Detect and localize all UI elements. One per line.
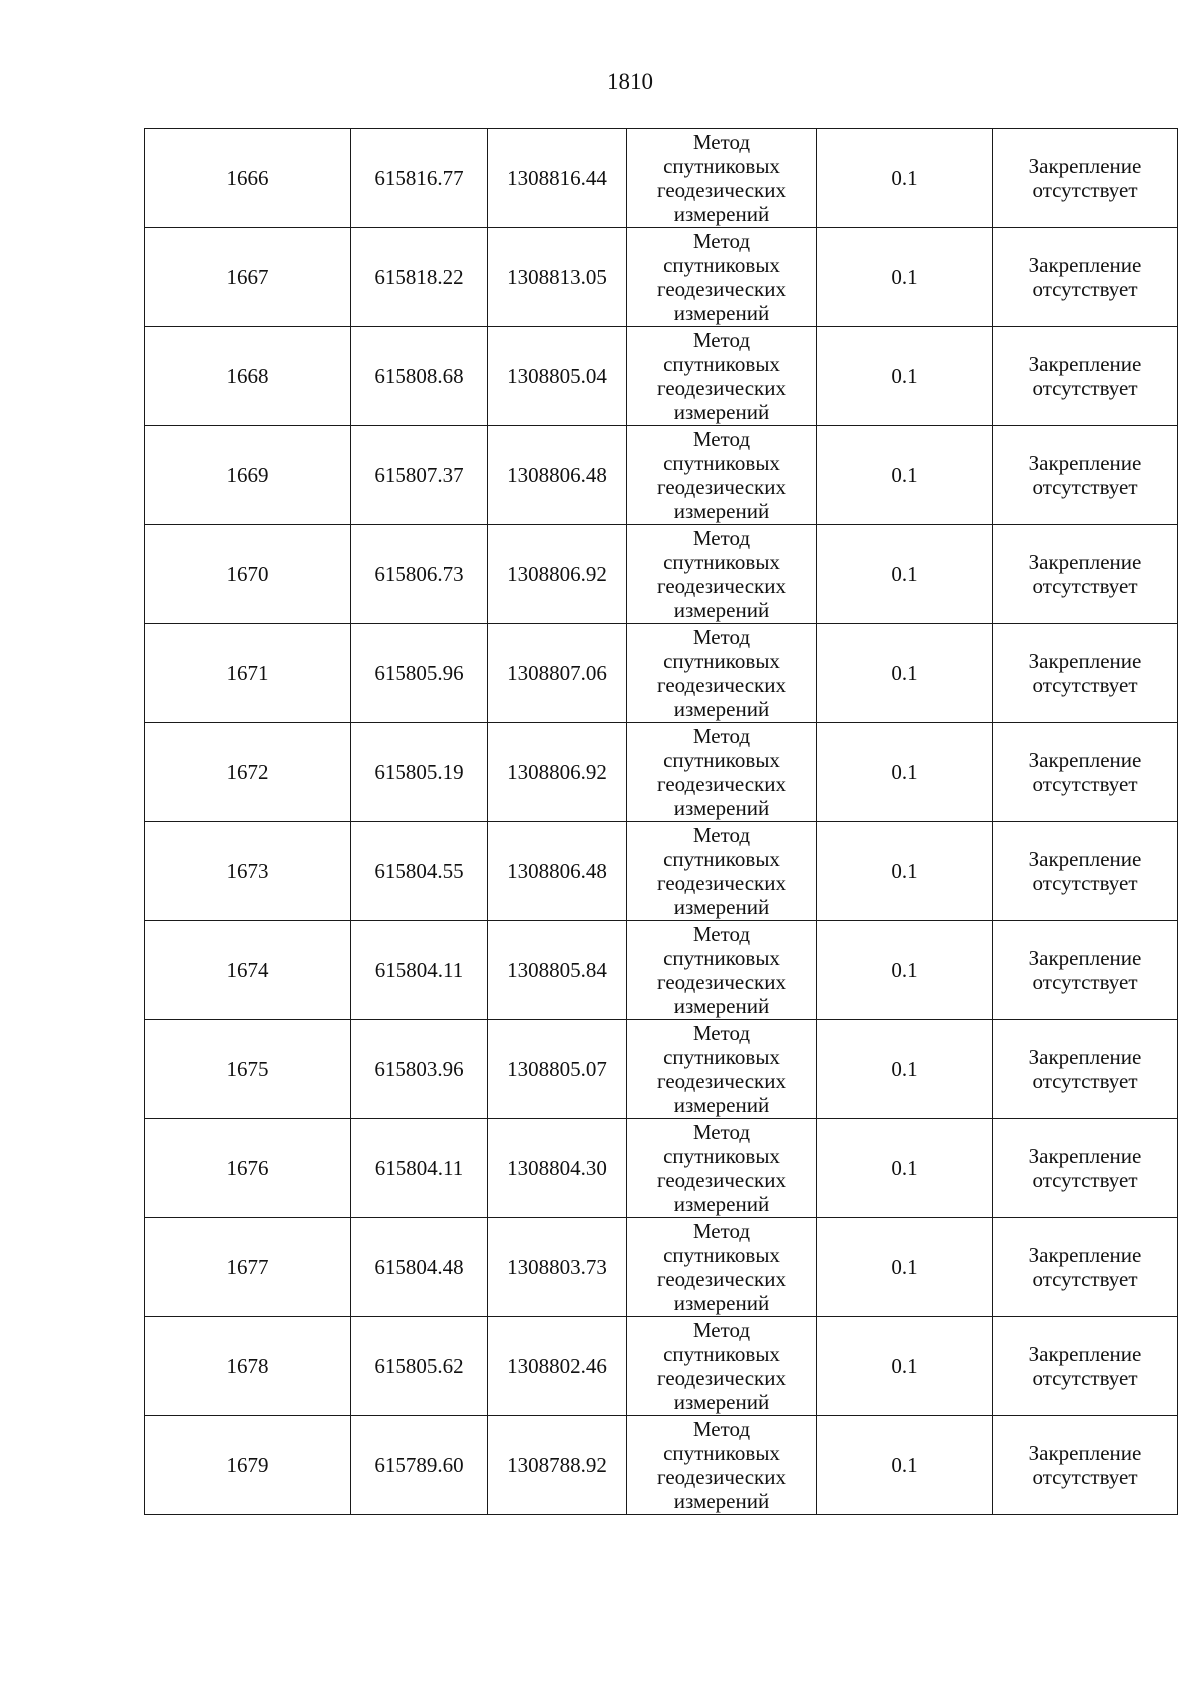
method-text-line: Метод — [692, 427, 751, 451]
fixing-text-line: отсутствует — [1032, 673, 1138, 697]
accuracy-cell: 0.1 — [817, 624, 993, 723]
method-text-line: спутниковых — [663, 154, 780, 178]
method-text-line: спутниковых — [663, 1342, 780, 1366]
method-text-line: геодезических — [656, 772, 786, 796]
table-row — [145, 822, 1178, 921]
fixing-cell — [993, 822, 1178, 921]
method-text-line: Метод — [692, 1318, 751, 1342]
y-coordinate-cell: 1308803.73 — [488, 1218, 627, 1317]
x-coordinate-cell: 615804.11 — [351, 921, 488, 1020]
method-text-line: измерений — [673, 1390, 770, 1414]
fixing-text-line: Закрепление — [1028, 748, 1142, 772]
y-coordinate-cell: 1308806.92 — [488, 525, 627, 624]
method-text-line: геодезических — [656, 871, 786, 895]
method-text-line: Метод — [692, 1219, 751, 1243]
x-coordinate-cell: 615805.62 — [351, 1317, 488, 1416]
accuracy-cell: 0.1 — [817, 1317, 993, 1416]
method-text-line: Метод — [692, 823, 751, 847]
method-text-line: геодезических — [656, 673, 786, 697]
method-text-line: геодезических — [656, 574, 786, 598]
fixing-text-line: Закрепление — [1028, 946, 1142, 970]
method-text-line: геодезических — [656, 376, 786, 400]
method-cell — [627, 1218, 817, 1317]
method-text-line: Метод — [692, 526, 751, 550]
y-coordinate-cell: 1308806.48 — [488, 822, 627, 921]
fixing-text-line: Закрепление — [1028, 649, 1142, 673]
fixing-text-line: Закрепление — [1028, 352, 1142, 376]
method-text-line: спутниковых — [663, 1243, 780, 1267]
y-coordinate-cell: 1308816.44 — [488, 129, 627, 228]
fixing-text-line: Закрепление — [1028, 154, 1142, 178]
table-row — [145, 426, 1178, 525]
fixing-cell — [993, 1119, 1178, 1218]
fixing-text-line: отсутствует — [1032, 376, 1138, 400]
fixing-cell — [993, 1218, 1178, 1317]
method-cell — [627, 228, 817, 327]
x-coordinate-cell: 615804.55 — [351, 822, 488, 921]
x-coordinate-cell: 615806.73 — [351, 525, 488, 624]
fixing-cell — [993, 1416, 1178, 1515]
fixing-text-line: Закрепление — [1028, 1045, 1142, 1069]
x-coordinate-cell: 615808.68 — [351, 327, 488, 426]
point-number-cell: 1676 — [145, 1119, 351, 1218]
table-row — [145, 228, 1178, 327]
fixing-text-line: отсутствует — [1032, 1465, 1138, 1489]
fixing-text-line: отсутствует — [1032, 475, 1138, 499]
x-coordinate-cell: 615807.37 — [351, 426, 488, 525]
point-number-cell: 1673 — [145, 822, 351, 921]
point-number-cell: 1671 — [145, 624, 351, 723]
method-text-line: измерений — [673, 301, 770, 325]
method-text-line: Метод — [692, 1120, 751, 1144]
method-text-line: измерений — [673, 796, 770, 820]
point-number-cell: 1670 — [145, 525, 351, 624]
method-text-line: спутниковых — [663, 1441, 780, 1465]
fixing-text-line: отсутствует — [1032, 178, 1138, 202]
method-text-line: геодезических — [656, 277, 786, 301]
fixing-text-line: отсутствует — [1032, 772, 1138, 796]
fixing-text-line: отсутствует — [1032, 970, 1138, 994]
table-row — [145, 1218, 1178, 1317]
accuracy-cell: 0.1 — [817, 1218, 993, 1317]
method-text-line: геодезических — [656, 1267, 786, 1291]
fixing-text-line: отсутствует — [1032, 277, 1138, 301]
accuracy-cell: 0.1 — [817, 129, 993, 228]
point-number-cell: 1666 — [145, 129, 351, 228]
table-row — [145, 1416, 1178, 1515]
accuracy-cell: 0.1 — [817, 921, 993, 1020]
fixing-text-line: Закрепление — [1028, 253, 1142, 277]
accuracy-cell: 0.1 — [817, 1416, 993, 1515]
method-text-line: измерений — [673, 1093, 770, 1117]
table-row — [145, 921, 1178, 1020]
fixing-text-line: Закрепление — [1028, 1441, 1142, 1465]
table-row — [145, 723, 1178, 822]
y-coordinate-cell: 1308804.30 — [488, 1119, 627, 1218]
method-text-line: спутниковых — [663, 1144, 780, 1168]
fixing-cell — [993, 624, 1178, 723]
method-text-line: Метод — [692, 922, 751, 946]
method-cell — [627, 1020, 817, 1119]
method-cell — [627, 327, 817, 426]
fixing-text-line: Закрепление — [1028, 1144, 1142, 1168]
table-row — [145, 327, 1178, 426]
table-row — [145, 525, 1178, 624]
y-coordinate-cell: 1308806.48 — [488, 426, 627, 525]
method-cell — [627, 822, 817, 921]
method-text-line: Метод — [692, 625, 751, 649]
fixing-text-line: отсутствует — [1032, 871, 1138, 895]
fixing-text-line: отсутствует — [1032, 1366, 1138, 1390]
method-text-line: геодезических — [656, 970, 786, 994]
accuracy-cell: 0.1 — [817, 525, 993, 624]
method-cell — [627, 921, 817, 1020]
accuracy-cell: 0.1 — [817, 327, 993, 426]
table-row — [145, 624, 1178, 723]
method-text-line: геодезических — [656, 1465, 786, 1489]
y-coordinate-cell: 1308813.05 — [488, 228, 627, 327]
fixing-text-line: отсутствует — [1032, 1267, 1138, 1291]
fixing-text-line: отсутствует — [1032, 574, 1138, 598]
fixing-text-line: Закрепление — [1028, 550, 1142, 574]
method-text-line: геодезических — [656, 1168, 786, 1192]
method-text-line: геодезических — [656, 178, 786, 202]
method-text-line: измерений — [673, 499, 770, 523]
point-number-cell: 1672 — [145, 723, 351, 822]
fixing-cell — [993, 426, 1178, 525]
point-number-cell: 1679 — [145, 1416, 351, 1515]
point-number-cell: 1667 — [145, 228, 351, 327]
method-text-line: измерений — [673, 400, 770, 424]
method-cell — [627, 525, 817, 624]
method-text-line: Метод — [692, 328, 751, 352]
x-coordinate-cell: 615789.60 — [351, 1416, 488, 1515]
fixing-cell — [993, 921, 1178, 1020]
fixing-cell — [993, 723, 1178, 822]
table-row — [145, 1119, 1178, 1218]
fixing-text-line: отсутствует — [1032, 1069, 1138, 1093]
method-cell — [627, 624, 817, 723]
fixing-cell — [993, 1317, 1178, 1416]
method-cell — [627, 1416, 817, 1515]
method-text-line: спутниковых — [663, 451, 780, 475]
fixing-text-line: Закрепление — [1028, 847, 1142, 871]
y-coordinate-cell: 1308802.46 — [488, 1317, 627, 1416]
method-text-line: геодезических — [656, 475, 786, 499]
accuracy-cell: 0.1 — [817, 1020, 993, 1119]
y-coordinate-cell: 1308807.06 — [488, 624, 627, 723]
method-cell — [627, 1119, 817, 1218]
fixing-text-line: Закрепление — [1028, 1342, 1142, 1366]
coordinates-table — [144, 128, 1178, 1515]
y-coordinate-cell: 1308805.84 — [488, 921, 627, 1020]
x-coordinate-cell: 615805.96 — [351, 624, 488, 723]
y-coordinate-cell: 1308806.92 — [488, 723, 627, 822]
method-text-line: измерений — [673, 1489, 770, 1513]
method-text-line: Метод — [692, 1021, 751, 1045]
coordinates-table-body — [145, 129, 1178, 1515]
x-coordinate-cell: 615804.11 — [351, 1119, 488, 1218]
y-coordinate-cell: 1308805.04 — [488, 327, 627, 426]
page-number: 1810 — [607, 69, 653, 94]
fixing-text-line: Закрепление — [1028, 451, 1142, 475]
method-text-line: Метод — [692, 229, 751, 253]
point-number-cell: 1669 — [145, 426, 351, 525]
accuracy-cell: 0.1 — [817, 426, 993, 525]
x-coordinate-cell: 615804.48 — [351, 1218, 488, 1317]
method-text-line: геодезических — [656, 1069, 786, 1093]
point-number-cell: 1668 — [145, 327, 351, 426]
method-text-line: измерений — [673, 598, 770, 622]
point-number-cell: 1674 — [145, 921, 351, 1020]
method-text-line: измерений — [673, 697, 770, 721]
fixing-cell — [993, 228, 1178, 327]
method-text-line: спутниковых — [663, 946, 780, 970]
method-cell — [627, 426, 817, 525]
method-text-line: измерений — [673, 994, 770, 1018]
accuracy-cell: 0.1 — [817, 723, 993, 822]
method-text-line: Метод — [692, 724, 751, 748]
method-text-line: спутниковых — [663, 847, 780, 871]
point-number-cell: 1677 — [145, 1218, 351, 1317]
accuracy-cell: 0.1 — [817, 228, 993, 327]
method-cell — [627, 723, 817, 822]
method-cell — [627, 1317, 817, 1416]
method-text-line: спутниковых — [663, 649, 780, 673]
fixing-text-line: отсутствует — [1032, 1168, 1138, 1192]
method-cell — [627, 129, 817, 228]
method-text-line: геодезических — [656, 1366, 786, 1390]
accuracy-cell: 0.1 — [817, 1119, 993, 1218]
point-number-cell: 1675 — [145, 1020, 351, 1119]
method-text-line: спутниковых — [663, 253, 780, 277]
method-text-line: измерений — [673, 895, 770, 919]
table-row — [145, 1020, 1178, 1119]
x-coordinate-cell: 615803.96 — [351, 1020, 488, 1119]
fixing-cell — [993, 327, 1178, 426]
x-coordinate-cell: 615818.22 — [351, 228, 488, 327]
method-text-line: спутниковых — [663, 550, 780, 574]
method-text-line: спутниковых — [663, 352, 780, 376]
accuracy-cell: 0.1 — [817, 822, 993, 921]
fixing-text-line: Закрепление — [1028, 1243, 1142, 1267]
fixing-cell — [993, 129, 1178, 228]
y-coordinate-cell: 1308805.07 — [488, 1020, 627, 1119]
method-text-line: спутниковых — [663, 748, 780, 772]
x-coordinate-cell: 615805.19 — [351, 723, 488, 822]
fixing-cell — [993, 525, 1178, 624]
x-coordinate-cell: 615816.77 — [351, 129, 488, 228]
table-row — [145, 1317, 1178, 1416]
method-text-line: Метод — [692, 1417, 751, 1441]
method-text-line: спутниковых — [663, 1045, 780, 1069]
method-text-line: Метод — [692, 130, 751, 154]
fixing-cell — [993, 1020, 1178, 1119]
method-text-line: измерений — [673, 202, 770, 226]
method-text-line: измерений — [673, 1192, 770, 1216]
table-row — [145, 129, 1178, 228]
method-text-line: измерений — [673, 1291, 770, 1315]
point-number-cell: 1678 — [145, 1317, 351, 1416]
y-coordinate-cell: 1308788.92 — [488, 1416, 627, 1515]
